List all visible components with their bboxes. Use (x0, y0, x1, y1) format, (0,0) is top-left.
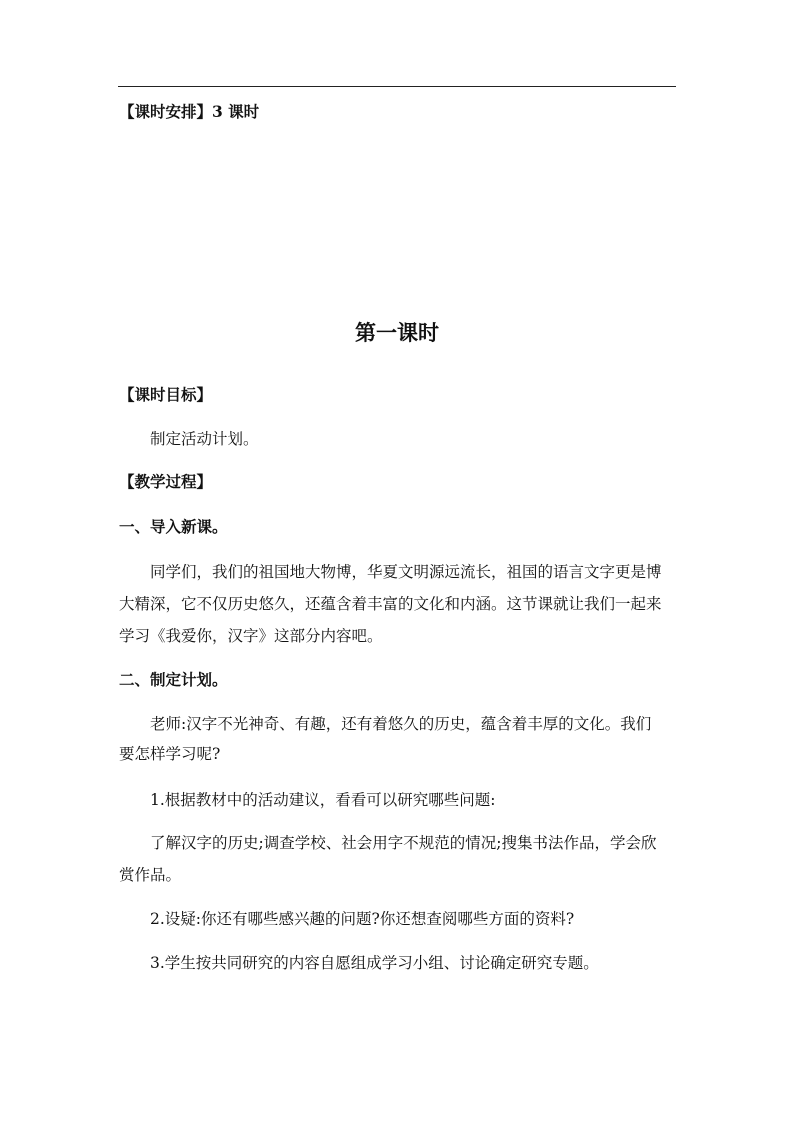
section1-heading: 一、导入新课。 (119, 517, 228, 536)
lesson-schedule: 【课时安排】3 课时 (119, 102, 260, 121)
section2-heading: 二、制定计划。 (119, 670, 228, 689)
list-item-1: 1.根据教材中的活动建议，看看可以研究哪些问题: (150, 791, 496, 809)
header-rule (118, 86, 676, 87)
list-item-3: 3.学生按共同研究的内容自愿组成学习小组、讨论确定研究专题。 (150, 954, 599, 972)
section2-para-line: 要怎样学习呢? (119, 745, 221, 763)
list-item-2: 2.设疑:你还有哪些感兴趣的问题?你还想查阅哪些方面的资料? (150, 910, 575, 928)
section1-para-line: 同学们，我们的祖国地大物博，华夏文明源远流长，祖国的语言文字更是博 (150, 563, 662, 581)
process-heading: 【教学过程】 (119, 472, 213, 491)
list-item-1-detail-line: 赏作品。 (119, 866, 182, 884)
objective-heading: 【课时目标】 (119, 385, 213, 404)
objective-text: 制定活动计划。 (150, 430, 259, 448)
section2-para-line: 老师:汉字不光神奇、有趣，还有着悠久的历史，蕴含着丰厚的文化。我们 (150, 715, 652, 733)
list-item-1-detail-line: 了解汉字的历史;调查学校、社会用字不规范的情况;搜集书法作品，学会欣 (150, 834, 657, 852)
section1-para-line: 学习《我爱你，汉字》这部分内容吧。 (119, 627, 383, 645)
lesson-title: 第一课时 (355, 321, 439, 345)
section1-para-line: 大精深，它不仅历史悠久，还蕴含着丰富的文化和内涵。这节课就让我们一起来 (119, 595, 662, 613)
